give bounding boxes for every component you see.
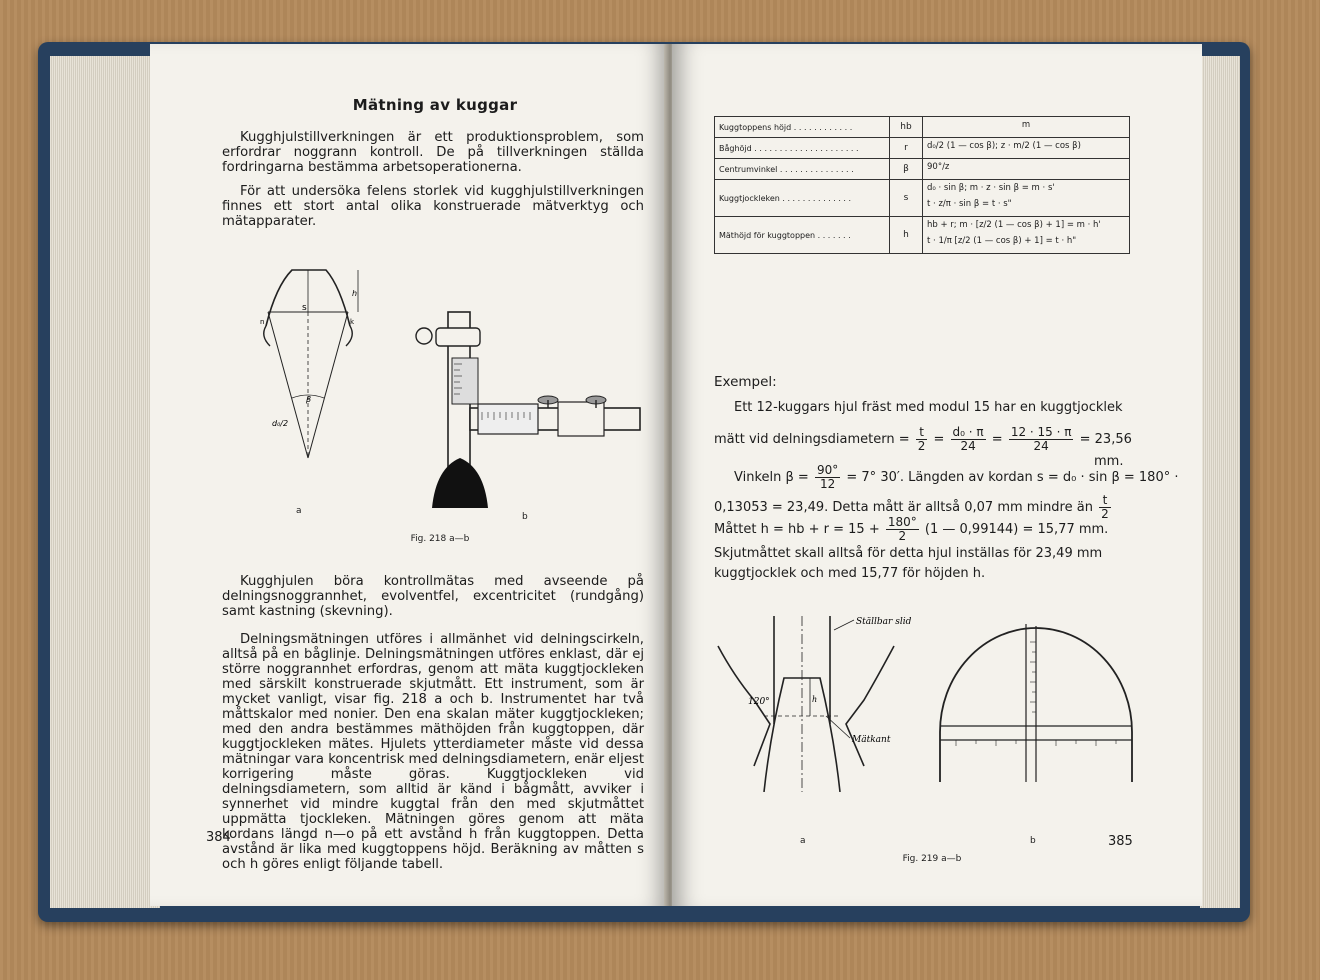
table-cell-symbol: h: [890, 217, 923, 254]
example-line-5-rest: (1 — 0,99144) = 15,77 mm.: [924, 522, 1109, 537]
example-line-3: [734, 464, 1179, 491]
table-row: [715, 159, 1130, 180]
example-line-5: [714, 516, 1108, 543]
table-row: [715, 180, 1130, 217]
example-line-2-result: = 23,56: [1079, 432, 1132, 447]
table-row: [715, 117, 1130, 138]
fraction-180-2: $\frac{180^\circ}{2}$: [887, 515, 917, 543]
table-cell-formula: t · 1/π [z/2 (1 — cos β) + 1] = t · h": [927, 236, 1077, 246]
table-cell-label: Centrumvinkel . . . . . . . . . . . . . . .: [715, 159, 890, 180]
example-line-1: Ett 12-kuggars hjul fräst med modul 15 har en kuggtjocklek: [734, 400, 1123, 415]
label-h: h: [812, 695, 818, 704]
page-edges-left: [50, 56, 160, 908]
table-cell-symbol: β: [890, 159, 923, 180]
formula-table: [714, 116, 1130, 254]
body-paragraph-1: Kugghjulen böra kontrollmätas med avseende på delningsnoggrannhet, evolventfel, excentricitet (rundgång) samt kastning (skevning).: [222, 574, 644, 619]
table-cell-symbol: s: [890, 180, 923, 217]
fig-218a-label: a: [296, 506, 302, 516]
svg-text:k: k: [350, 318, 355, 326]
example-line-2-prefix: mätt vid delningsdiametern =: [714, 432, 910, 447]
example-line-6: Skjutmåttet skall alltså för detta hjul inställas för 23,49 mm: [714, 546, 1103, 561]
table-cell-symbol: r: [890, 138, 923, 159]
page-number-left: 384: [206, 830, 231, 845]
figure-219b-vernier-view: [926, 622, 1136, 782]
table-cell-label: Båghöjd . . . . . . . . . . . . . . . . . . . . .: [715, 138, 890, 159]
label-angle: 120°: [748, 697, 770, 707]
figure-218b-caliper-diagram: [408, 308, 648, 508]
figure-218a-tooth-diagram: [246, 266, 366, 466]
example-line-7: kuggtjocklek och med 15,77 för höjden h.: [714, 566, 986, 581]
example-line-4-text: 0,13053 = 23,49. Detta mått är alltså 0,07 mm mindre än: [714, 500, 1093, 515]
fraction-t-2-b: $\frac{t}{2}$: [1101, 493, 1109, 521]
fraction-do-pi-24: $\frac{\text{d₀ · π}}{24}$: [952, 425, 984, 453]
example-line-2-unit: mm.: [1094, 454, 1124, 469]
svg-text:β: β: [306, 395, 312, 404]
table-cell-formula: d₀/2 (1 — cos β); z · m/2 (1 — cos β): [927, 141, 1081, 151]
label-adjustable-slide: Ställbar slid: [856, 617, 912, 627]
body-paragraph-2: Delningsmätningen utföres i allmänhet vid delningscirkeln, alltså på en båglinje. Delningsmätningen utföres enklast, där ej större noggrannhet erfordras, genom att mäta kuggtjockleken med särskilt konstruerade skjutmått. Ett instrument, som är mycket vanligt, visar fig. 218 a och b. Instrumentet har två måttskalor med nonier. Den ena skalan mäter kuggtjockleken; med den andra bestämmes mäthöjden från kuggtoppen, där kuggtjockleken mätes. Hjulets ytterdiameter måste vid dessa mätningar vara koncentrisk med delningsdiametern, enär eljest korrigering måste göras. Kuggtjockleken vid delningsdiametern, som alltid är känd i bågmått, avviker i synnerhet vid mindre kuggtal från den med skjutmåttet uppmätta tjockleken. Mätningen göres genom att mäta kordans längd n—o på ett avstånd h från kuggtoppen. Detta avstånd är lika med kuggtoppens höjd. Beräkning av måtten s och h göres enligt följande tabell.: [222, 632, 644, 872]
fig-219a-label: a: [800, 836, 806, 846]
table-cell-formula: m: [1021, 120, 1031, 130]
example-line-2: mätt vid delningsdiametern = $\frac{t}{2}$ = $\frac{\text{d₀ · π}}{24}$ = $\frac{12 \cdot 15 \cdot \pi}{24}$ = 23,56: [714, 425, 1132, 453]
table-cell-formula: 90°/z: [927, 162, 950, 172]
example-title: Exempel:: [714, 374, 777, 390]
example-line-3-rest: = 7° 30′. Längden av kordan s = d₀ · sin β = 180° ·: [846, 470, 1179, 485]
fraction-12-15-pi-24: $\frac{12 \cdot 15 \cdot \pi}{24}$: [1010, 425, 1072, 453]
table-cell-formula: hb + r; m · [z/2 (1 — cos β) + 1] = m · h': [927, 220, 1101, 230]
intro-paragraph-1: Kugghjulstillverkningen är ett produktionsproblem, som erfordrar noggrann kontroll. De på tillverkningen ställda fordringarna bestämma arbetsoperationerna.: [222, 130, 644, 175]
table-cell-formula: t · z/π · sin β = t · s": [927, 199, 1012, 209]
figure-219a-caliper-on-tooth: [714, 616, 914, 792]
table-cell-formula: d₀ · sin β; m · z · sin β = m · s': [927, 183, 1055, 193]
right-page: [672, 44, 1202, 906]
svg-text:s: s: [302, 303, 307, 313]
fig-218b-label: b: [522, 512, 528, 522]
page-edges-right: [1200, 56, 1240, 908]
svg-text:h: h: [352, 289, 358, 298]
table-cell-symbol: hb: [890, 117, 923, 138]
fraction-90-12: $\frac{90^\circ}{12}$: [816, 463, 839, 491]
table-row: [715, 217, 1130, 254]
page-number-right: 385: [1108, 834, 1133, 849]
fraction-t-2: $\frac{t}{2}$: [917, 425, 926, 453]
table-row: [715, 138, 1130, 159]
table-cell-label: Mäthöjd för kuggtoppen . . . . . . .: [715, 217, 890, 254]
page-title: Mätning av kuggar: [352, 96, 518, 114]
svg-text:d₀/2: d₀/2: [272, 419, 289, 428]
intro-paragraph-2: För att undersöka felens storlek vid kugghjulstillverkningen finnes ett stort antal olika konstruerade mätverktyg och mätapparater.: [222, 184, 644, 229]
left-page: [150, 44, 668, 906]
table-cell-label: Kuggtoppens höjd . . . . . . . . . . . .: [715, 117, 890, 138]
table-cell-label: Kuggtjockleken . . . . . . . . . . . . . .: [715, 180, 890, 217]
fig-219-caption: Fig. 219 a—b: [902, 854, 962, 864]
fig-218-caption: Fig. 218 a—b: [410, 534, 470, 544]
svg-text:n: n: [260, 318, 265, 326]
example-line-5-prefix: Måttet h = hb + r = 15 +: [714, 522, 880, 537]
label-measuring-edge: Mätkant: [852, 735, 891, 745]
fig-219b-label: b: [1030, 836, 1036, 846]
example-line-3-prefix: Vinkeln β =: [734, 470, 809, 485]
